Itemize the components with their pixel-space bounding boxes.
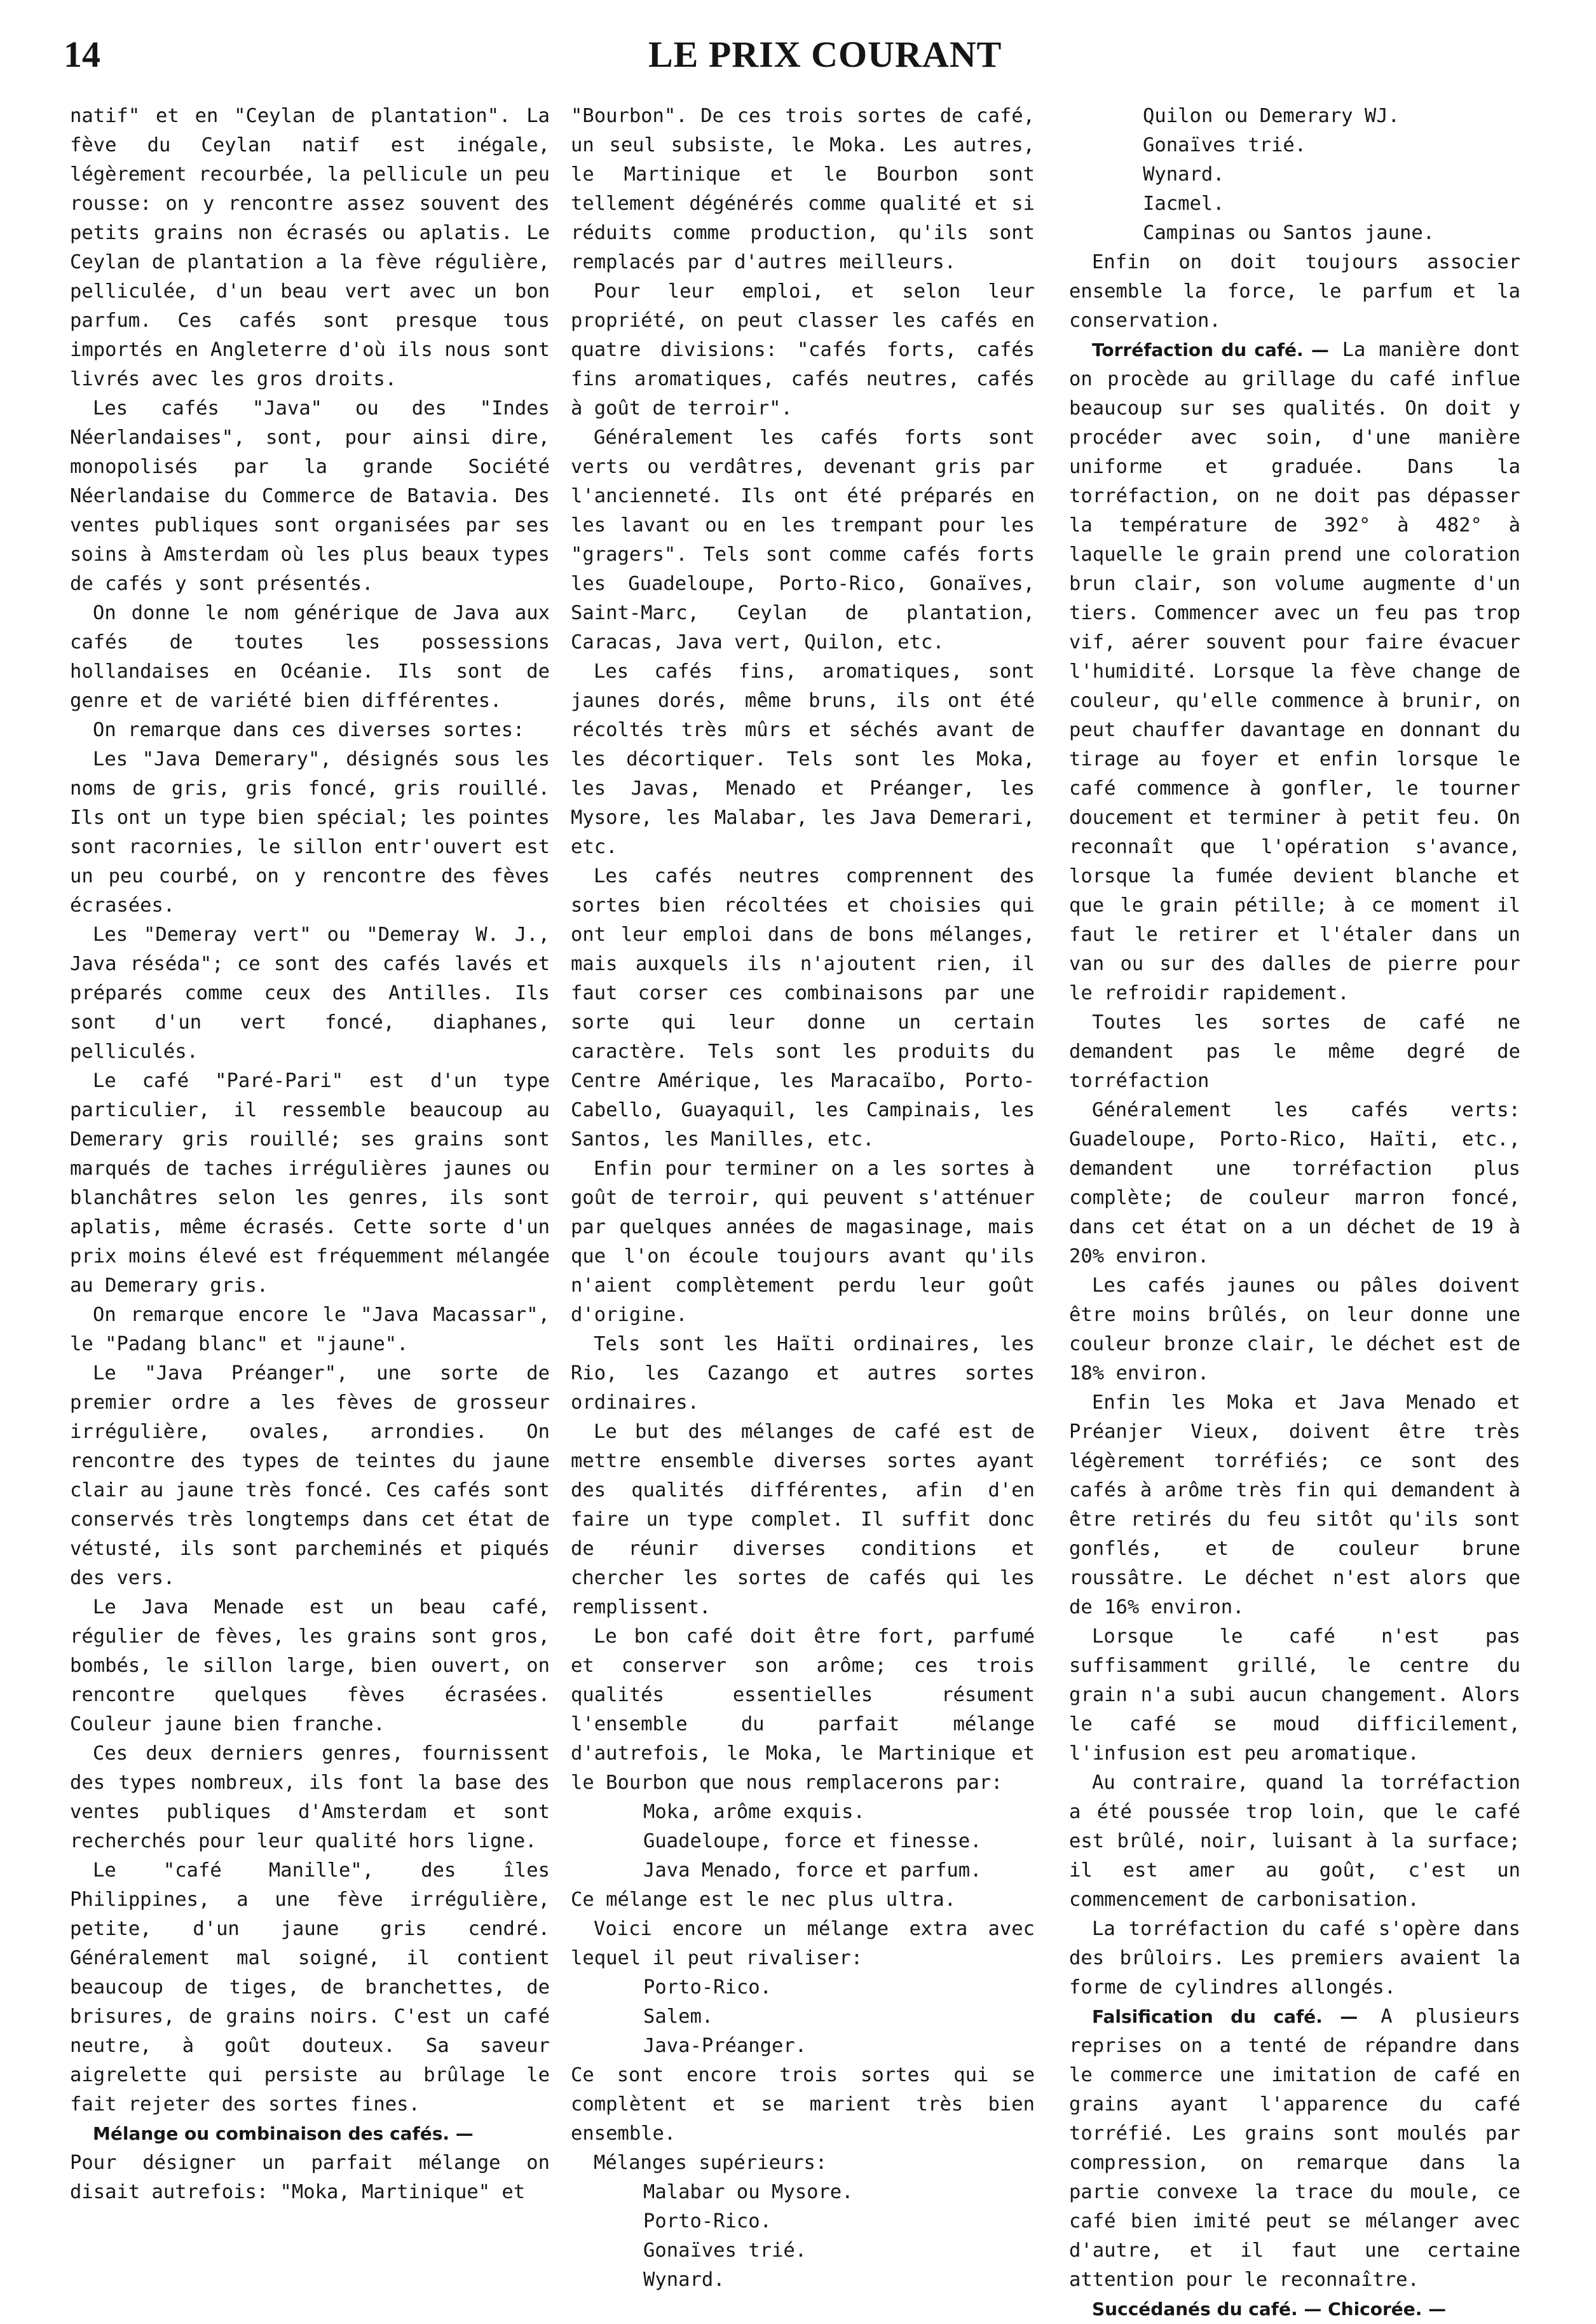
paragraph: Le "café Manille", des îles Philippines, a une fève irrégulière, petite, d'un jaune gris cendré. Généralement mal soigné, il contient beaucoup de tiges, de branchettes, de brisures, de grains noirs. C'est un café neutre, à goût douteux. Sa saveur aigrelette qui persiste au brûlage le fait rejeter des sortes fines. <box>70 1859 550 2116</box>
paragraph: Ce sont encore trois sortes qui se complètent et se marient très bien ensemble. <box>571 2064 1035 2145</box>
paragraph: Le Java Menade est un beau café, régulier de fèves, les grains sont gros, bombés, le sillon large, bien ouvert, on rencontre quelques fèves écrasées. Couleur jaune bien franche. <box>70 1596 550 1735</box>
paragraph: Enfin les Moka et Java Menado et Préanjer Vieux, doivent être très légèrement torréfiés; ce sont des cafés à arôme très fin qui demandent à être retirés du feu sitôt qu'ils sont gonflés, et de couleur brune roussâtre. Le déchet n'est alors que de 16% environ. <box>1069 1391 1520 1618</box>
publication-title: LE PRIX COURANT <box>648 34 1002 75</box>
paragraph: Lorsque le café n'est pas suffisamment grillé, le centre du grain n'a subi aucun changement. Alors le café se moud difficilement, l'infusion est peu aromatique. <box>1069 1625 1520 1765</box>
paragraph: Les cafés jaunes ou pâles doivent être moins brûlés, on leur donne une couleur bronze clair, le déchet est de 18% environ. <box>1069 1275 1520 1384</box>
list-item: Wynard. <box>643 2269 725 2291</box>
list-item: Gonaïves trié. <box>643 2239 807 2262</box>
paragraph: Pour leur emploi, et selon leur propriété, on peut classer les cafés en quatre divisions: "cafés forts, cafés fins aromatiques, cafés neutres, cafés à goût de terroir". <box>571 280 1035 420</box>
paragraph: Le but des mélanges de café est de mettre ensemble diverses sortes ayant des qualités différentes, afin d'en faire un type complet. Il suffit donc de réunir diverses conditions et chercher les sortes de cafés qui les remplissent. <box>571 1421 1035 1618</box>
section-heading-falsification: Falsification du café. — <box>1092 2006 1358 2027</box>
paragraph-text: La manière dont on procède au grillage du café influe beaucoup sur ses qualités. On doit y procéder avec soin, d'une manière uniforme et graduée. Dans la torréfaction, on ne doit pas dépasser la température de 392° à 482° à laquelle le grain prend une coloration brun clair, son volume augmente d'un tiers. Commencer avec un feu pas trop vif, aérer souvent pour faire évacuer l'humidité. Lorsque la fève change de couleur, qu'elle commence à brunir, on peut chauffer davantage en donnant du tirage au foyer et enfin lorsque le café commence à gonfler, le tourner doucement et terminer à petit feu. On reconnaît que l'opération s'avance, lorsque la fumée devient blanche et que le grain pétille; à ce moment il faut le retirer et l'étaler dans un van ou sur des dalles de pierre pour le refroidir rapidement. <box>1069 339 1520 1004</box>
paragraph: Au contraire, quand la torréfaction a été poussée trop loin, que le café est brûlé, noir, luisant à la surface; il est amer au goût, c'est un commencement de carbonisation. <box>1069 1772 1520 1911</box>
paragraph: La torréfaction du café s'opère dans des brûloirs. Les premiers avaient la forme de cylindres allongés. <box>1069 1918 1520 1999</box>
paragraph: Généralement les cafés verts: Guadeloupe, Porto-Rico, Haïti, etc., demandent une torréfaction plus complète; de couleur marron foncé, dans cet état on a un déchet de 19 à 20% environ. <box>1069 1099 1520 1268</box>
paragraph: Voici encore un mélange extra avec lequel il peut rivaliser: <box>571 1918 1035 1969</box>
column-2 <box>571 102 1035 2291</box>
page-header <box>0 33 1596 84</box>
section-heading-succedanes: Succédanés du café. — Chicorée. — <box>1092 2299 1447 2320</box>
list-item: Moka, arôme exquis. <box>643 1801 865 1823</box>
list-item: Malabar ou Mysore. <box>643 2181 854 2203</box>
list-item: Porto-Rico. <box>643 1976 772 1999</box>
paragraph: Le café "Paré-Pari" est d'un type particulier, il ressemble beaucoup au Demerary gris rouillé; ses grains sont marqués de taches irrégulières jaunes ou blanchâtres selon les genres, ils sont aplatis, même écrasés. Cette sorte d'un prix moins élevé est fréquemment mélangée au Demerary gris. <box>70 1070 550 1297</box>
paragraph: Mélanges supérieurs: <box>594 2152 828 2174</box>
page-number: 14 <box>64 34 100 75</box>
paragraph: On donne le nom générique de Java aux cafés de toutes les possessions hollandaises en Océanie. Ils sont de genre et de variété bien différentes. <box>70 602 550 712</box>
list-item: Salem. <box>643 2006 714 2028</box>
paragraph: Le "Java Préanger", une sorte de premier ordre a les fèves de grosseur irrégulière, ovales, arrondies. On rencontre des types de teintes du jaune clair au jaune très foncé. Ces cafés sont conservés très longtemps dans cet état de vétusté, ils sont parcheminés et piqués des vers. <box>70 1362 550 1589</box>
column-1 <box>70 102 550 2212</box>
list-item: Iacmel. <box>1143 193 1225 215</box>
list-item: Quilon ou Demerary WJ. <box>1143 105 1400 127</box>
list-item: Java-Préanger. <box>643 2035 807 2057</box>
list-item: Gonaïves trié. <box>1143 134 1307 156</box>
paragraph: Le bon café doit être fort, parfumé et conserver son arôme; ces trois qualités essentielles résument l'ensemble du parfait mélange d'autrefois, le Moka, le Martinique et le Bourbon que nous remplacerons par: <box>571 1625 1035 1794</box>
list-item: Guadeloupe, force et finesse. <box>643 1830 982 1852</box>
paragraph: On remarque encore le "Java Macassar", le "Padang blanc" et "jaune". <box>70 1304 550 1355</box>
paragraph: Toutes les sortes de café ne demandent pas le même degré de torréfaction <box>1069 1011 1520 1092</box>
paragraph: Les cafés "Java" ou des "Indes Néerlandaises", sont, pour ainsi dire, monopolisés par la grande Société Néerlandaise du Commerce de Batavia. Des ventes publiques sont organisées par ses soins à Amsterdam où les plus beaux types de cafés y sont présentés. <box>70 397 550 595</box>
paragraph: Enfin on doit toujours associer ensemble la force, le parfum et la conservation. <box>1069 251 1520 332</box>
section-heading-torrefaction: Torréfaction du café. — <box>1092 339 1329 360</box>
paragraph: Généralement les cafés forts sont verts ou verdâtres, devenant gris par l'ancienneté. Ils ont été préparés en les lavant ou en les trempant pour les "gragers". Tels sont comme cafés forts les Guadeloupe, Porto-Rico, Gonaïves, Saint-Marc, Ceylan de plantation, Caracas, Java vert, Quilon, etc. <box>571 427 1035 653</box>
list-item: Wynard. <box>1143 163 1225 186</box>
paragraph: Les "Java Demerary", désignés sous les noms de gris, gris foncé, gris rouillé. Ils ont un type bien spécial; les pointes sont racornies, le sillon entr'ouvert est un peu courbé, on y rencontre des fèves écrasées. <box>70 748 550 917</box>
paragraph: Enfin pour terminer on a les sortes à goût de terroir, qui peuvent s'atténuer par quelques années de magasinage, mais que l'on écoule toujours avant qu'ils n'aient complètement perdu leur goût d'origine. <box>571 1158 1035 1326</box>
section-falsification <box>1069 2002 1520 2295</box>
paragraph: natif" et en "Ceylan de plantation". La fève du Ceylan natif est inégale, légèrement recourbée, la pellicule un peu rousse: on y rencontre assez souvent des petits grains non écrasés ou aplatis. Le Ceylan de plantation a la fève régulière, pelliculée, d'un beau vert avec un bon parfum. Ces cafés sont presque tous importés en Angleterre d'où ils nous sont livrés avec les gros droits. <box>70 105 550 390</box>
paragraph-text: A plusieurs reprises on a tenté de répandre dans le commerce une imitation de café en grains ayant l'apparence du café torréfié. Les grains sont moulés par compression, on remarque dans la partie convexe la trace du moule, ce café bien imité peut se mélanger avec d'autre, et il faut une certaine attention pour le reconnaître. <box>1069 2006 1520 2291</box>
paragraph: Pour désigner un parfait mélange on disait autrefois: "Moka, Martinique" et <box>70 2152 550 2203</box>
paragraph: Les cafés neutres comprennent des sortes bien récoltées et choisies qui ont leur emploi dans de bons mélanges, mais auxquels ils n'ajoutent rien, il faut corser ces combinaisons par une sorte qui leur donne un certain caractère. Tels sont les produits du Centre Amérique, les Maracaïbo, Porto-Cabello, Guayaquil, les Campinais, les Santos, les Manilles, etc. <box>571 865 1035 1151</box>
section-heading-melange: Mélange ou combinaison des cafés. — <box>93 2123 474 2144</box>
list-item: Campinas ou Santos jaune. <box>1143 222 1435 244</box>
list-item: Porto-Rico. <box>643 2210 772 2232</box>
paragraph: Les cafés fins, aromatiques, sont jaunes dorés, même bruns, ils ont été récoltés très mûrs et séchés avant de les décortiquer. Tels sont les Moka, les Javas, Menado et Préanger, les Mysore, les Malabar, les Java Demerari, etc. <box>571 660 1035 858</box>
list-item: Java Menado, force et parfum. <box>643 1859 982 1882</box>
paragraph: "Bourbon". De ces trois sortes de café, un seul subsiste, le Moka. Les autres, le Martinique et le Bourbon sont tellement dégénérés comme qualité et si réduits comme production, qu'ils sont remplacés par d'autres meilleurs. <box>571 105 1035 273</box>
column-3 <box>1069 102 1520 2320</box>
paragraph: Les "Demeray vert" ou "Demeray W. J., Java réséda"; ce sont des cafés lavés et préparés comme ceux des Antilles. Ils sont d'un vert foncé, diaphanes, pelliculés. <box>70 924 550 1063</box>
paragraph: Ce mélange est le nec plus ultra. <box>571 1889 956 1911</box>
section-torrefaction <box>1069 336 1520 1008</box>
paragraph: Tels sont les Haïti ordinaires, les Rio, les Cazango et autres sortes ordinaires. <box>571 1333 1035 1414</box>
paragraph: Ces deux derniers genres, fournissent des types nombreux, ils font la base des ventes publiques d'Amsterdam et sont recherchés pour leur qualité hors ligne. <box>70 1742 550 1852</box>
paragraph: On remarque dans ces diverses sortes: <box>93 719 525 741</box>
